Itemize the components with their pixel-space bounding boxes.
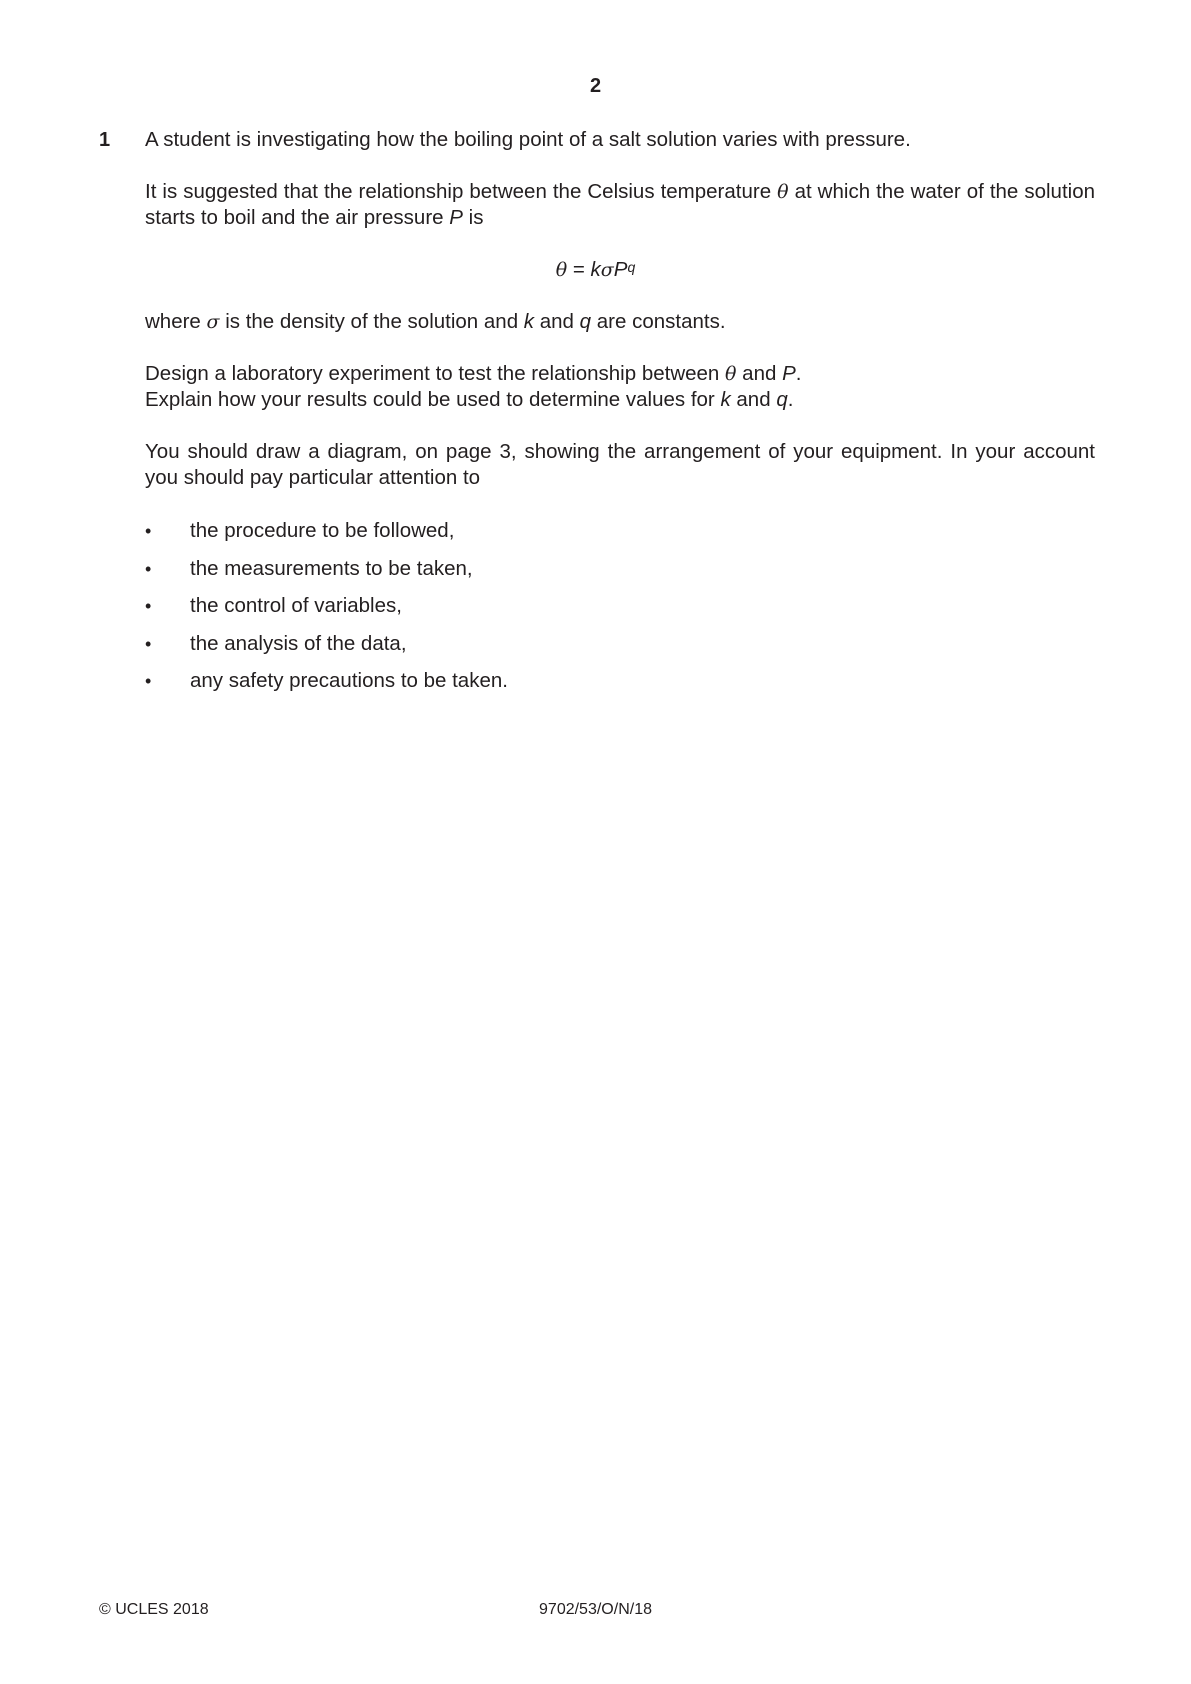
where-text-1: where [145, 310, 207, 333]
bullet-icon: • [145, 671, 152, 691]
attention-list [145, 518, 508, 706]
design-text-1: Design a laboratory experiment to test the relationship between [145, 362, 726, 385]
list-item-text: the measurements to be taken, [190, 556, 473, 580]
question-number: 1 [99, 129, 111, 151]
question-intro: A student is investigating how the boiling point of a salt solution varies with pressure. [145, 128, 911, 151]
list-item-text: the control of variables, [190, 594, 402, 617]
design-text-3: . [795, 362, 802, 385]
design-task [145, 361, 1095, 413]
k-symbol: k [523, 310, 535, 333]
equation [0, 257, 1191, 283]
list-item [145, 668, 508, 706]
design-text-2: and [736, 362, 783, 385]
list-item-text: any safety precautions to be taken. [190, 669, 508, 692]
bullet-icon: • [145, 596, 152, 616]
relationship-statement [145, 179, 1095, 231]
where-text-4: are constants. [591, 310, 726, 333]
equation-p: P [613, 258, 628, 281]
statement-text-1: It is suggested that the relationship between the Celsius temperature [145, 180, 778, 203]
theta-symbol: θ [777, 181, 789, 203]
where-text-3: and [534, 310, 580, 333]
design-p: P [782, 362, 796, 385]
equation-exponent-q: q [627, 259, 636, 275]
where-text-2: is the density of the solution and [219, 310, 524, 333]
list-item-text: the analysis of the data, [190, 631, 407, 655]
list-item [145, 556, 508, 594]
design-k: k [720, 388, 731, 411]
q-symbol: q [579, 310, 592, 333]
statement-text-2: at which the water of the solution starts to boil and the air pressure [145, 180, 1095, 229]
list-item [145, 593, 508, 631]
design-text-4: Explain how your results could be used to determine values for [145, 388, 721, 411]
list-item-text: the procedure to be followed, [190, 519, 455, 542]
footer-copyright: © UCLES 2018 [99, 1601, 209, 1618]
bullet-icon: • [145, 633, 152, 654]
pressure-symbol: P [449, 206, 463, 229]
design-theta: θ [725, 363, 737, 385]
footer-paper-code: 9702/53/O/N/18 [539, 1601, 652, 1618]
design-q: q [776, 388, 788, 411]
equation-k: k [590, 258, 601, 281]
list-item [145, 518, 508, 556]
where-statement [145, 309, 1095, 335]
equation-sigma: σ [600, 259, 614, 281]
page-number: 2 [589, 75, 602, 97]
equation-equals: = [567, 258, 591, 281]
design-text-5: and [730, 388, 777, 411]
statement-text-3: is [462, 206, 484, 229]
instructions: You should draw a diagram, on page 3, showing the arrangement of your equipment. In your account you should pay particular attention to [145, 440, 1095, 489]
bullet-icon: • [145, 558, 152, 579]
sigma-symbol: σ [206, 311, 220, 333]
equation-theta: θ [555, 259, 568, 281]
list-item [145, 631, 508, 669]
bullet-icon: • [145, 521, 152, 541]
design-text-6: . [787, 388, 794, 411]
